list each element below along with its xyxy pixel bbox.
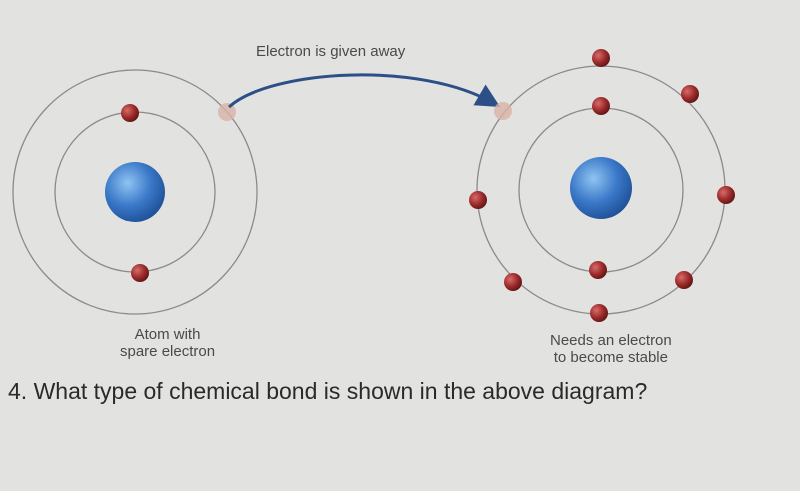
right-electron xyxy=(675,271,693,289)
right-atom-caption xyxy=(550,332,672,366)
right-electron xyxy=(590,304,608,322)
right-electron xyxy=(589,261,607,279)
right-atom xyxy=(469,49,735,322)
left-nucleus xyxy=(105,162,165,222)
right-nucleus xyxy=(570,157,632,219)
left-atom xyxy=(13,70,257,314)
left-atom-caption xyxy=(120,326,215,360)
left-caption-line1: Atom with xyxy=(134,326,201,343)
given-away-electron-origin xyxy=(218,103,236,121)
right-caption-line1: Needs an electron xyxy=(550,332,672,349)
received-electron-slot xyxy=(494,102,512,120)
right-electron xyxy=(504,273,522,291)
right-electron xyxy=(592,97,610,115)
right-electron xyxy=(681,85,699,103)
left-caption-line2: spare electron xyxy=(120,343,216,360)
right-electron xyxy=(592,49,610,67)
transfer-arrow xyxy=(229,75,495,107)
right-electron xyxy=(717,186,735,204)
left-electron xyxy=(131,264,149,282)
right-electron xyxy=(469,191,487,209)
arrow-label: Electron is given away xyxy=(256,43,406,60)
left-electron xyxy=(121,104,139,122)
question-text: 4. What type of chemical bond is shown in the above diagram? xyxy=(8,378,648,404)
right-caption-line2: to become stable xyxy=(553,349,668,366)
